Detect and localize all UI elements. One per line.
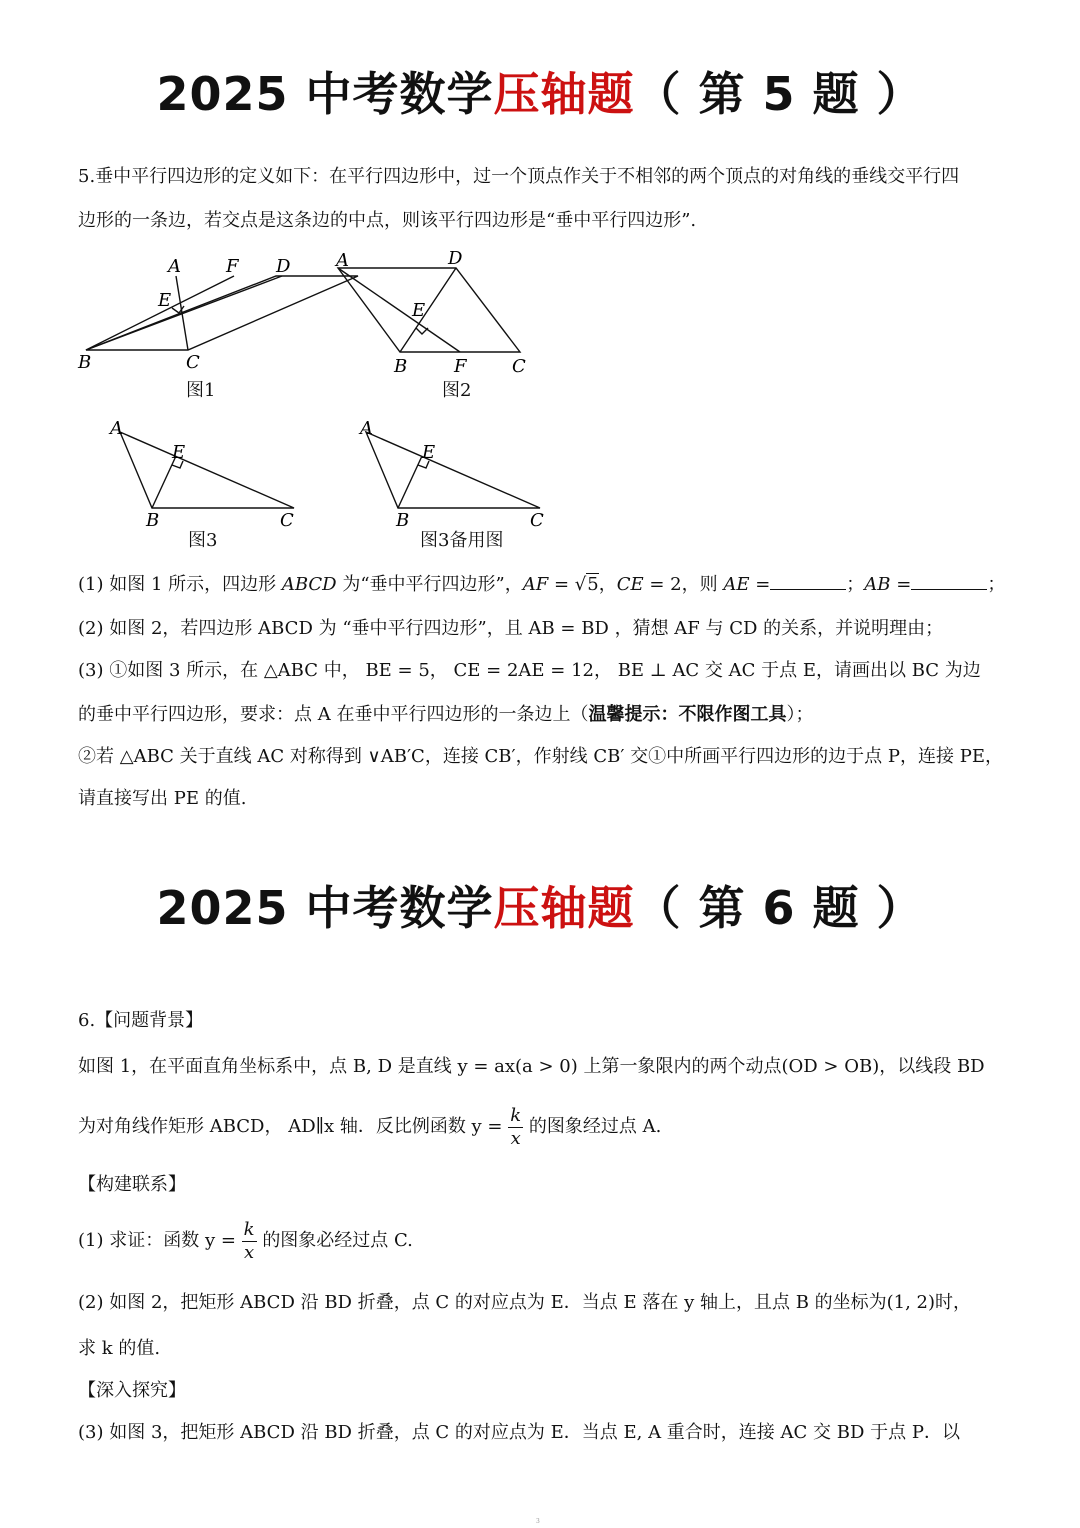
p6-q2-line2: 求 k 的值. xyxy=(78,1338,161,1359)
line-af xyxy=(338,268,460,352)
label-C: C xyxy=(186,352,200,373)
p6-sec1: 【构建联系】 xyxy=(78,1174,186,1195)
label-A-4: A xyxy=(360,418,373,439)
p5-q3-line4: 请直接写出 PE 的值. xyxy=(78,788,247,809)
caption-fig1: 图1 xyxy=(186,380,216,401)
title-red-6: 压轴题 xyxy=(493,881,635,935)
label-E-3: E xyxy=(172,442,186,463)
p6-sec2: 【深入探究】 xyxy=(78,1380,186,1401)
p6-q1-a: (1) 求证：函数 y = xyxy=(78,1230,236,1251)
figure-1 xyxy=(76,256,306,374)
label-B-4: B xyxy=(396,510,410,531)
q1-eq2: = xyxy=(749,574,771,595)
answer-blank-ae[interactable] xyxy=(770,573,846,590)
title-red: 压轴题 xyxy=(493,67,635,121)
title-paren-6: （ 第 6 题 ） xyxy=(634,881,924,935)
label-E: E xyxy=(158,290,172,311)
figure-2-svg xyxy=(330,248,540,377)
title-black: 2025 中考数学 xyxy=(156,67,494,121)
q1-ab: AB xyxy=(864,574,891,595)
p5-q1 xyxy=(78,572,1008,598)
q1-semicolon2: ； xyxy=(987,574,1006,595)
diagonal-bd xyxy=(86,276,282,350)
label-F: F xyxy=(226,256,239,277)
figure-3-svg xyxy=(108,418,308,530)
caption-fig3: 图3 xyxy=(188,530,218,551)
figure-2 xyxy=(330,248,540,377)
parallelogram-abcd xyxy=(86,276,358,350)
title-paren: （ 第 5 题 ） xyxy=(634,67,924,121)
q1-eq: = xyxy=(548,574,575,595)
p5-q3-line2 xyxy=(78,702,1008,728)
caption-fig2: 图2 xyxy=(442,380,472,401)
p5-intro-line2: 边形的一条边，若交点是这条边的中点，则该平行四边形是“垂中平行四边形”. xyxy=(78,210,697,231)
section-title-6 xyxy=(0,872,1080,938)
q1-eq3: = xyxy=(890,574,912,595)
q1-abcd: ABCD xyxy=(281,574,337,595)
p5-q2: (2) 如图 2，若四边形 ABCD 为 “垂中平行四边形”，且 AB = BD ，猜想 AF 与 CD 的关系，并说明理由； xyxy=(78,618,944,639)
label-E-4: E xyxy=(422,442,436,463)
label-C-3: C xyxy=(280,510,294,531)
right-angle-mark-2 xyxy=(416,328,428,334)
fraction-k-over-x-2 xyxy=(242,1219,257,1264)
line-be xyxy=(152,456,176,508)
diagonal-bd-2 xyxy=(400,268,456,352)
label-B-3: B xyxy=(146,510,160,531)
label-C-2: C xyxy=(512,356,526,377)
frac-num-2: k xyxy=(243,1218,255,1240)
caption-fig3-backup: 图3备用图 xyxy=(420,530,504,551)
triangle-abc-backup xyxy=(366,432,540,508)
label-F-2: F xyxy=(454,356,467,377)
p6-q1 xyxy=(78,1214,1008,1268)
title-black-6: 2025 中考数学 xyxy=(156,881,494,935)
q1-semicolon: ； xyxy=(846,574,865,595)
figure-1-svg xyxy=(76,256,306,374)
q1-text-c: 为“垂中平行四边形”， xyxy=(336,574,523,595)
line-be-backup xyxy=(398,456,422,508)
q1-ae: AE xyxy=(723,574,750,595)
q3-line2-a: 的垂中平行四边形，要求：点 A 在垂中平行四边形的一条边上（ xyxy=(78,704,589,725)
parallelogram-abcd-2 xyxy=(338,268,520,352)
section-title-5 xyxy=(0,58,1080,124)
p6-line2-b: 的图象经过点 A. xyxy=(528,1116,662,1137)
q1-ce: CE xyxy=(616,574,644,595)
label-D-2: D xyxy=(448,248,463,269)
answer-blank-ab[interactable] xyxy=(911,573,987,590)
p6-head: 6.【问题背景】 xyxy=(78,1010,204,1031)
page-number: 3 xyxy=(536,1518,540,1525)
sqrt-value: 5 xyxy=(587,574,599,595)
q1-text-a: (1) 如图 1 所示，四边形 xyxy=(78,574,282,595)
frac-den: x xyxy=(510,1127,521,1149)
label-C-4: C xyxy=(530,510,544,531)
label-A-2: A xyxy=(336,250,349,271)
p6-line1: 如图 1，在平面直角坐标系中，点 B, D 是直线 y = ax(a > 0) 上第一象限内的两个动点(OD > OB)，以线段 BD xyxy=(78,1056,985,1077)
label-A: A xyxy=(168,256,181,277)
p6-q2-line1: (2) 如图 2，把矩形 ABCD 沿 BD 折叠，点 C 的对应点为 E．当点 E 落在 y 轴上，且点 B 的坐标为(1, 2)时， xyxy=(78,1292,972,1313)
q3-line2-c: ）； xyxy=(786,704,814,725)
figure-3 xyxy=(108,418,308,530)
label-B-2: B xyxy=(394,356,408,377)
sqrt-sign: √ xyxy=(574,574,587,595)
frac-den-2: x xyxy=(244,1241,255,1263)
p6-line2 xyxy=(78,1100,1008,1154)
p6-line2-a: 为对角线作矩形 ABCD， AD∥x 轴．反比例函数 y = xyxy=(78,1116,503,1137)
figure-3-backup xyxy=(354,418,554,530)
label-D: D xyxy=(276,256,291,277)
p6-q1-b: 的图象必经过点 C. xyxy=(262,1230,413,1251)
q3-hint-bold: 温馨提示：不限作图工具 xyxy=(588,704,787,725)
q1-comma: ， xyxy=(598,574,617,595)
p5-q3-line1: (3) ①如图 3 所示，在 △ABC 中， BE = 5， CE = 2AE = 12， BE ⊥ AC 交 AC 于点 E，请画出以 BC 为边 xyxy=(78,660,981,681)
label-A-3: A xyxy=(110,418,123,439)
p6-q3: (3) 如图 3，把矩形 ABCD 沿 BD 折叠，点 C 的对应点为 E．当点 E, A 重合时，连接 AC 交 BD 于点 P．以 xyxy=(78,1422,960,1443)
q1-text-i: = 2，则 xyxy=(643,574,724,595)
figure-3-backup-svg xyxy=(354,418,554,530)
fraction-k-over-x xyxy=(508,1105,523,1150)
label-B: B xyxy=(78,352,92,373)
p5-intro-line1: 5.垂中平行四边形的定义如下：在平行四边形中，过一个顶点作关于不相邻的两个顶点的对角线的垂线交平行四 xyxy=(78,166,960,187)
p5-q3-line3: ②若 △ABC 关于直线 AC 对称得到 ∨AB′C，连接 CB′，作射线 CB′ 交①中所画平行四边形的边于点 P，连接 PE， xyxy=(78,746,1003,767)
q1-af: AF xyxy=(522,574,549,595)
frac-num: k xyxy=(510,1104,522,1126)
triangle-abc xyxy=(120,432,294,508)
label-E-2: E xyxy=(412,300,426,321)
